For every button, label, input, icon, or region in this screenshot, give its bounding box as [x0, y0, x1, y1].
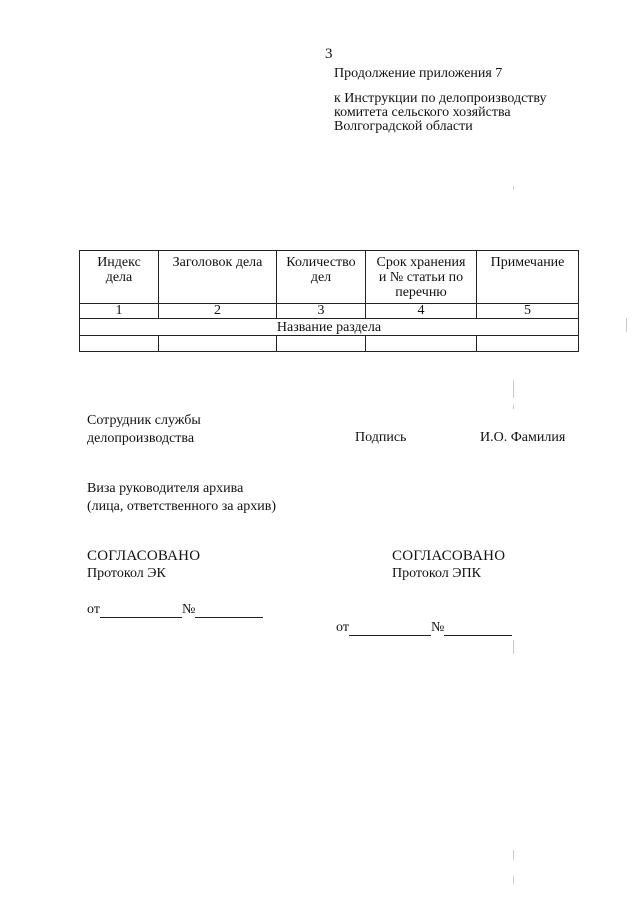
table-header-row — [80, 251, 579, 304]
column-number: 5 — [477, 304, 579, 319]
table-cell — [366, 336, 477, 352]
scan-speck — [513, 405, 514, 409]
column-header-quantity: Количество дел — [277, 251, 366, 304]
column-header-index: Индекс дела — [80, 251, 159, 304]
page-number: 3 — [325, 46, 333, 62]
column-header-title: Заголовок дела — [159, 251, 277, 304]
protocol-label: Протокол ЭПК — [392, 566, 481, 581]
scan-speck — [513, 380, 514, 398]
full-name-label: И.О. Фамилия — [480, 430, 566, 445]
approval-title: СОГЛАСОВАНО — [87, 548, 201, 564]
column-header-retention: Срок хранения и № статьи по перечню — [366, 251, 477, 304]
protocol-label: Протокол ЭК — [87, 566, 166, 581]
column-number: 4 — [366, 304, 477, 319]
date-blank — [100, 605, 182, 618]
appendix-continuation: Продолжение приложения 7 — [334, 66, 503, 81]
column-number: 3 — [277, 304, 366, 319]
table-row — [80, 336, 579, 352]
section-title: Название раздела — [80, 319, 579, 336]
epk-date-line — [336, 620, 512, 636]
section-title-row — [80, 319, 579, 336]
table-cell — [159, 336, 277, 352]
approval-epk — [392, 548, 505, 582]
table-cell — [80, 336, 159, 352]
approval-title: СОГЛАСОВАНО — [392, 548, 506, 564]
instruction-line: Волгоградской области — [334, 119, 473, 134]
column-header-note: Примечание — [477, 251, 579, 304]
scan-speck — [626, 318, 627, 332]
date-blank — [349, 623, 431, 636]
archive-visa: Виза руководителя архива (лица, ответственного за архив) — [87, 481, 276, 514]
scan-speck — [513, 186, 514, 189]
scan-speck — [513, 876, 514, 884]
scan-speck — [513, 640, 514, 654]
number-blank — [444, 623, 512, 636]
instruction-reference — [334, 92, 547, 134]
from-label: от — [336, 620, 349, 635]
instruction-line: к Инструкции по делопроизводству — [334, 91, 547, 106]
column-number: 2 — [159, 304, 277, 319]
cases-table — [79, 250, 579, 352]
number-sign: № — [181, 602, 196, 617]
approval-ek — [87, 548, 200, 582]
instruction-line: комитета сельского хозяйства — [334, 105, 511, 120]
scan-speck — [513, 850, 514, 860]
signature-label: Подпись — [355, 430, 407, 445]
column-number-row — [80, 304, 579, 319]
from-label: от — [87, 602, 100, 617]
ek-date-line — [87, 602, 263, 618]
table-cell — [477, 336, 579, 352]
number-blank — [195, 605, 263, 618]
number-sign: № — [430, 620, 445, 635]
employee-label: Сотрудник службы делопроизводства — [87, 413, 201, 446]
column-number: 1 — [80, 304, 159, 319]
table-cell — [277, 336, 366, 352]
